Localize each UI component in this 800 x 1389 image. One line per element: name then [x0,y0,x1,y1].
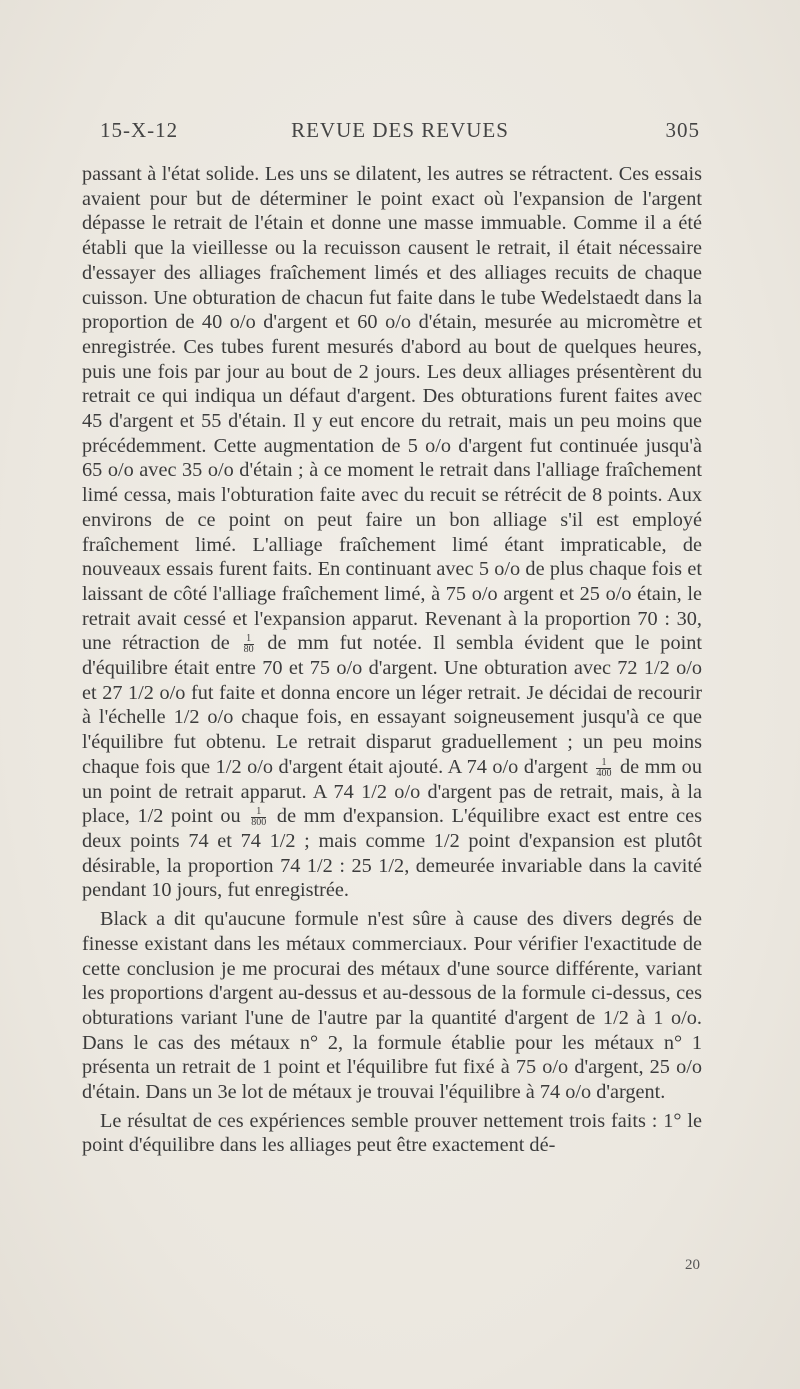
page-number: 305 [665,118,700,142]
fraction-denominator: 400 [596,767,612,779]
paragraph-3: Le résultat de ces expériences semble prouver nettement trois faits : 1° le point d'équilibre dans les alliages peut être exactement dé- [82,1109,702,1157]
fraction-numerator: 1 [251,807,266,818]
fraction-1-400 [596,758,611,779]
fraction-numerator: 1 [596,758,611,769]
paragraph-2: Black a dit qu'aucune formule n'est sûre à cause des divers degrés de finesse existant dans les métaux commerciaux. Pour vérifier l'exactitude de cette conclusion je me procurai des métaux d'une source différente, variant les proportions d'argent au-dessus et au-dessous de la formule ci-dessus, ces obturations variant l'une de l'autre par la quantité d'argent de 1/2 à 1 o/o. Dans le cas des métaux n° 2, la formule établie pour les métaux n° 1 présenta un retrait de 1 point et l'équilibre fut fixé à 75 o/o d'argent, 25 o/o d'étain. Dans un 3e lot de métaux je trouvai l'équilibre à 74 o/o d'argent. [82,908,702,1104]
signature-mark: 20 [685,1257,700,1273]
running-header [100,118,700,148]
paragraph-1-part-d: de mm d'expansion. L'équilibre exact est entre ces deux points 74 et 74 1/2 ; mais comme 1/2 point d'expansion est plutôt désirable, la proportion 74 1/2 : 25 1/2, demeurée invariable dans la cavité pendant 10 jours, fut enregistrée. [82,805,703,902]
fraction-1-800 [251,807,266,828]
header-date: 15-X-12 [100,118,179,142]
fraction-1-80 [244,634,254,655]
header-title: REVUE DES REVUES [291,118,509,142]
paragraph-1 [82,162,702,903]
fraction-denominator: 800 [251,817,267,829]
article-body [82,162,702,1158]
fraction-denominator: 80 [243,644,254,656]
fraction-numerator: 1 [244,634,254,645]
paragraph-1-part-a: passant à l'état solide. Les uns se dilatent, les autres se rétractent. Ces essais avaient pour but de déterminer le point exact où l'expansion de l'argent dépasse le retrait de l'étain et donne une masse immuable. Comme il a été établi que la vieillesse ou la recuisson causent le retrait, il était nécessaire d'essayer des alliages fraîchement limés et des alliages recuits de chaque cuisson. Une obturation de chacun fut faite dans le tube Wedelstaedt dans la proportion de 40 o/o d'argent et 60 o/o d'étain, mesurée au micromètre et enregistrée. Ces tubes furent mesurés d'abord au bout de quelques heures, puis une fois par jour au bout de 2 jours. Les deux alliages présentèrent du retrait ce qui indiqua un défaut d'argent. Des obturations furent faites avec 45 d'argent et 55 d'étain. Il y eut encore du retrait, mais un peu moins que précédemment. Cette augmentation de 5 o/o d'argent fut continuée jusqu'à 65 o/o avec 35 o/o d'étain ; à ce moment le retrait dans l'alliage fraîchement limé cessa, mais l'obturation faite avec du recuit se rétrécit de 8 points. Aux environs de ce point on peut faire un bon alliage s'il est employé fraîchement limé. L'alliage fraîchement limé étant impraticable, de nouveaux essais furent faits. En continuant avec 5 o/o de plus chaque fois et laissant de côté l'alliage fraîchement limé, à 75 o/o argent et 25 o/o étain, le retrait avait cessé et l'expansion apparut. Revenant à la proportion 70 : 30, une rétraction de [82,163,702,655]
paragraph-1-part-b: de mm fut notée. Il sembla évident que le point d'équilibre était entre 70 et 75 o/o d'argent. Une obturation avec 72 1/2 o/o et 27 1/2 o/o fut faite et donna encore un léger retrait. Je décidai de recourir à l'échelle 1/2 o/o chaque fois, en essayant soigneusement jusqu'à ce que l'équilibre fut obtenu. Le retrait disparut graduellement ; un peu moins chaque fois que 1/2 o/o d'argent était ajouté. A 74 o/o d'argent [82,632,702,778]
paragraph-1-part-c: de mm ou un point de retrait apparut. A 74 1/2 o/o d'argent pas de retrait, mais, à la place, 1/2 point ou [82,755,702,828]
